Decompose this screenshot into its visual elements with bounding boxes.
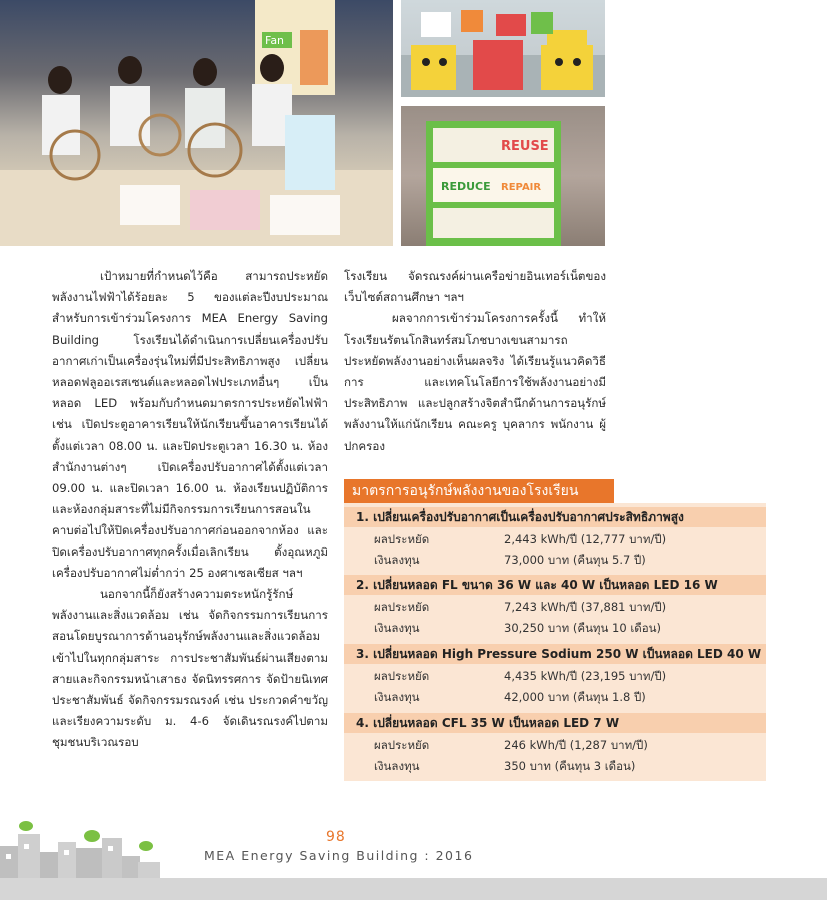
measure-heading: 3. เปลี่ยนหลอด High Pressure Sodium 250 W เป็นหลอด LED 40 W [344,644,766,664]
paragraph: นอกจากนี้ก็ยังสร้างความตระหนักรู้รักษ์พลังงานและสิ่งแวดล้อม เช่น จัดกิจกรรมการเรียนการสอนโดยบูรณาการด้านอนุรักษ์พลังงานและสิ่งแวดล้อมเข้าไปในทุกกลุ่มสาระ การประชาสัมพันธ์ผ่านเสียงตามสายและกิจกรรมหน้าเสาธง จัดนิทรรศการ จัดป้ายนิเทศประชาสัมพันธ์ จัดกิจกรรมรณรงค์ เช่น ประกวดคำขวัญและเรียงความระดับ ม. 4-6 จัดเดินรณรงค์ไปตามชุมชนบริเวณรอบ [52,587,328,750]
photo-boxes-illustration [401,0,605,97]
footer-bar [0,878,827,900]
measure-heading: 4. เปลี่ยนหลอด CFL 35 W เป็นหลอด LED 7 W [344,713,766,733]
measure-row-investment [344,756,766,776]
measure-label: เงินลงทุน [374,759,420,773]
measure-label: ผลประหยัด [374,532,430,546]
measure-row-saving [344,666,766,686]
article-left-column [52,266,328,754]
measure-row-saving [344,735,766,755]
measure-value: 7,243 kWh/ปี (37,881 บาท/ปี) [504,600,667,614]
measure-label: เงินลงทุน [374,553,420,567]
measure-value: 2,443 kWh/ปี (12,777 บาท/ปี) [504,532,667,546]
measure-label: ผลประหยัด [374,738,430,752]
photo-recycled-boxes [401,0,605,97]
measure-value: 246 kWh/ปี (1,287 บาท/ปี) [504,738,648,752]
paragraph: เป้าหมายที่กำหนดไว้คือ สามารถประหยัดพลังงานไฟฟ้าได้ร้อยละ 5 ของแต่ละปีงบประมาณ สำหรับการเข้าร่วมโครงการ MEA Energy Saving Building โรงเรียนได้ดำเนินการเปลี่ยนเครื่องปรับอากาศเก่าเป็นเครื่องรุ่นใหม่ที่มีประสิทธิภาพสูง เปลี่ยนหลอดฟลูออเรสเซนต์และหลอดไฟประเภทอื่นๆ เป็นหลอด LED พร้อมกับกำหนดมาตรการประหยัดไฟฟ้า เช่น เปิดประตูอาคารเรียนให้นักเรียนขึ้นอาคารเรียนได้ตั้งแต่เวลา 08.00 น. และปิดประตูเวลา 16.30 น. ห้องสำนักงานต่างๆ เปิดเครื่องปรับอากาศได้ตั้งแต่เวลา 09.00 น. และปิดเวลา 16.00 น. ห้องเรียนปฏิบัติการและห้องกลุ่มสาระที่ไม่มีกิจกรรมการเรียนการสอนในคาบต่อไปให้ปิดเครื่องปรับอากาศก่อนออกจากห้อง และปิดเครื่องปรับอากาศทุกครั้งเมื่อเลิกเรียน ตั้งอุณหภูมิเครื่องปรับอากาศไม่ต่ำกว่า 25 องศาเซลเซียส ฯลฯ [52,269,328,580]
measure-value: 42,000 บาท (คืนทุน 1.8 ปี) [504,690,646,704]
measure-label: เงินลงทุน [374,690,420,704]
measures-title: มาตรการอนุรักษ์พลังงานของโรงเรียน [344,479,614,503]
photo-3r-bookshelf [401,106,605,246]
measure-row-investment [344,687,766,707]
paragraph: ผลจากการเข้าร่วมโครงการครั้งนี้ ทำให้โรงเรียนรัตนโกสินทร์สมโภชบางเขนสามารถประหยัดพลังงานอย่างเห็นผลจริง ได้เรียนรู้แนวคิดวิธีการ และเทคโนโลยีการใช้พลังงานอย่างมีประสิทธิภาพ และปลูกสร้างจิตสำนึกด้านการอนุรักษ์พลังงานให้แก่นักเรียน คณะครู บุคลากร พนักงาน ผู้ปกครอง [344,311,606,453]
measure-row-saving [344,529,766,549]
photo-shelf-illustration [401,106,605,246]
measure-heading: 2. เปลี่ยนหลอด FL ขนาด 36 W และ 40 W เป็นหลอด LED 16 W [344,575,766,595]
measure-value: 4,435 kWh/ปี (23,195 บาท/ปี) [504,669,667,683]
measure-label: ผลประหยัด [374,669,430,683]
measure-row-investment [344,550,766,570]
measure-value: 30,250 บาท (คืนทุน 10 เดือน) [504,621,661,635]
shelf-word-reduce: REDUCE [441,180,491,193]
shelf-word-reuse: REUSE [501,139,549,154]
sign-text: Fan [265,34,285,47]
measure-row-investment [344,618,766,638]
measures-panel [344,503,766,781]
photo-students-exhibition [0,0,393,246]
measure-value: 350 บาท (คืนทุน 3 เดือน) [504,759,636,773]
article-right-column [344,266,606,457]
paragraph: โรงเรียน จัดรณรงค์ผ่านเครือข่ายอินเทอร์เน็ตของเว็บไซต์สถานศึกษา ฯลฯ [344,269,606,305]
measure-heading: 1. เปลี่ยนเครื่องปรับอากาศเป็นเครื่องปรับอากาศประสิทธิภาพสูง [344,507,766,527]
photo-students-illustration [0,0,393,246]
page-number: 98 [326,829,346,845]
measure-label: เงินลงทุน [374,621,420,635]
measure-value: 73,000 บาท (คืนทุน 5.7 ปี) [504,553,646,567]
measure-label: ผลประหยัด [374,600,430,614]
publication-title: MEA Energy Saving Building : 2016 [204,848,474,863]
measure-row-saving [344,597,766,617]
shelf-word-repair: REPAIR [501,182,542,193]
